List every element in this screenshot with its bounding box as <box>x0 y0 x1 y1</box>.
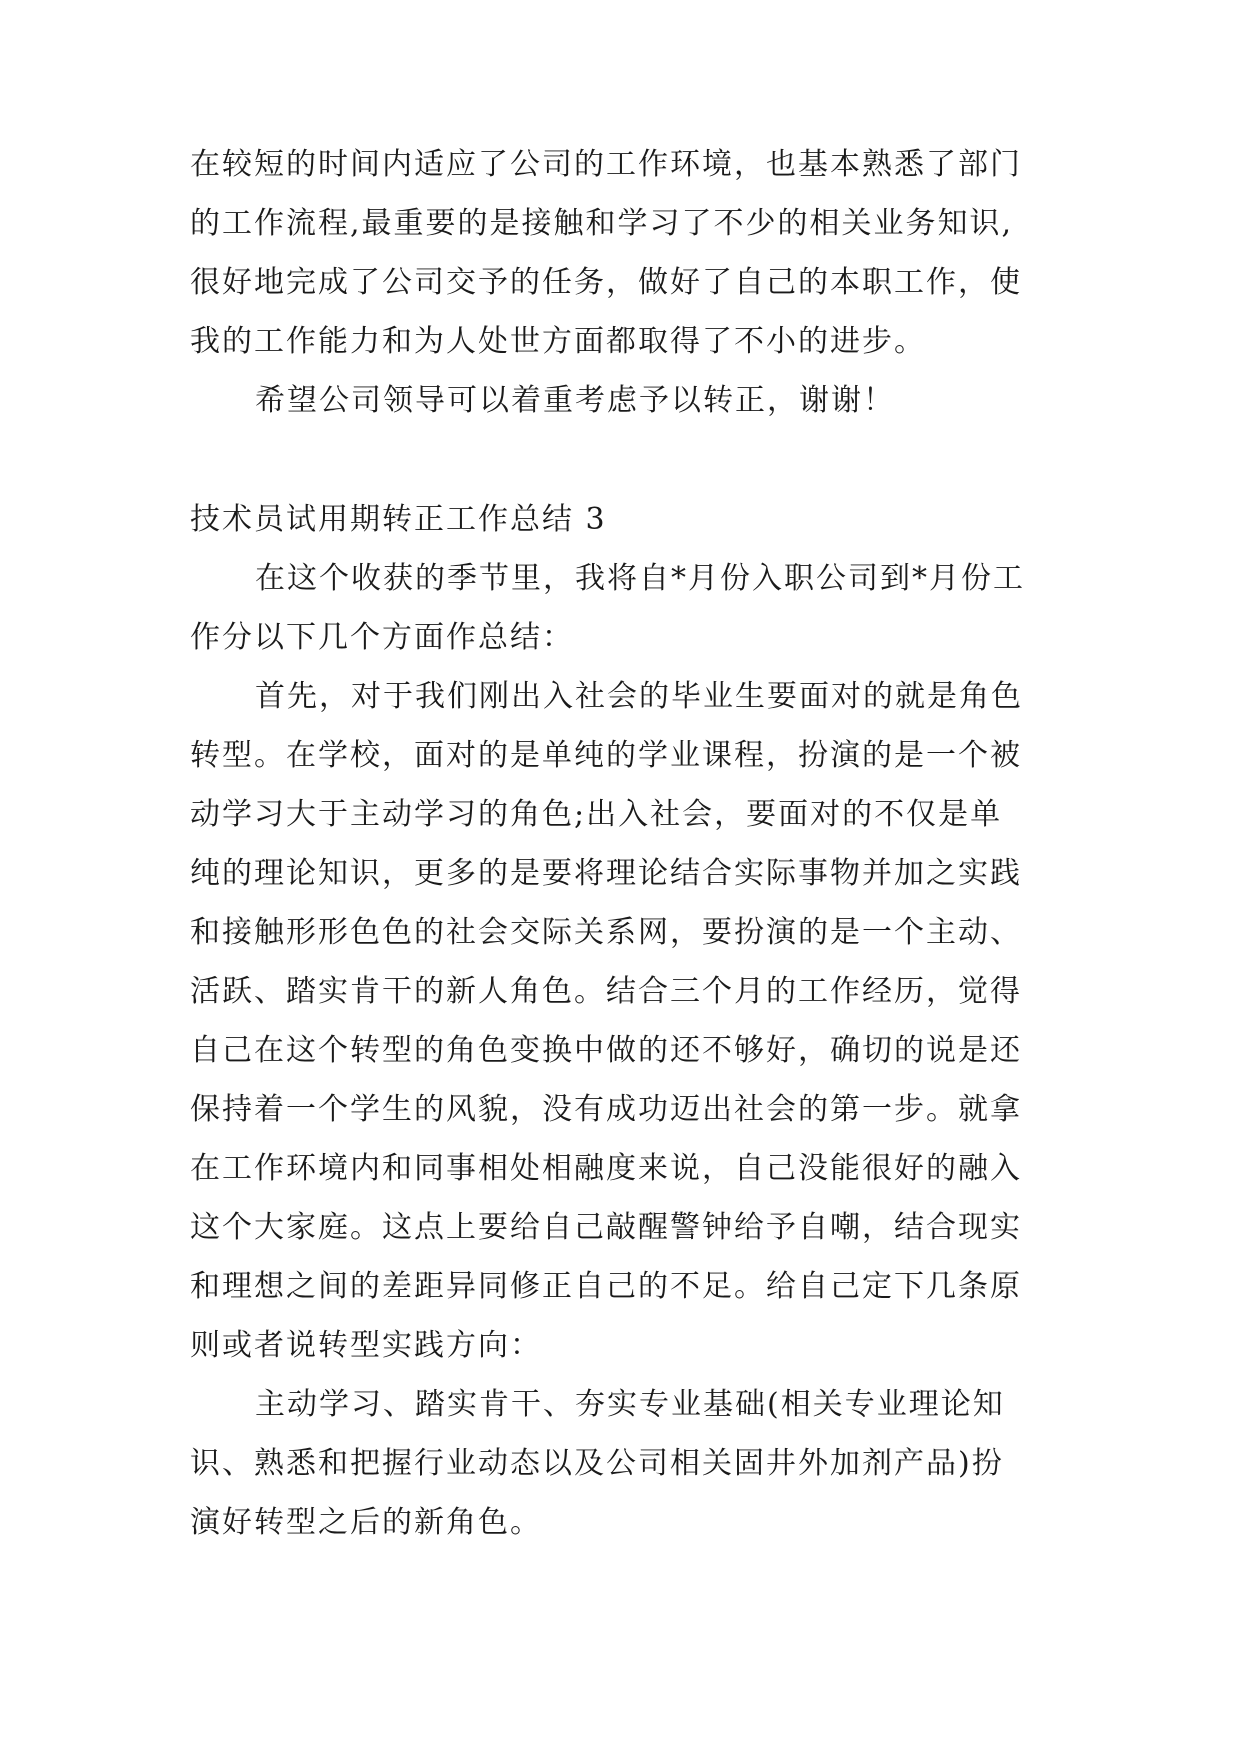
text-line: 在较短的时间内适应了公司的工作环境，也基本熟悉了部门 <box>190 147 1022 182</box>
text-line: 在这个收获的季节里，我将自*月份入职公司到*月份工 <box>255 561 1025 596</box>
text-line: 转型。在学校，面对的是单纯的学业课程，扮演的是一个被 <box>190 738 1022 773</box>
text-line: 自己在这个转型的角色变换中做的还不够好，确切的说是还 <box>190 1033 1022 1068</box>
text-line: 的工作流程,最重要的是接触和学习了不少的相关业务知识, <box>190 206 1014 241</box>
section-heading: 技术员试用期转正工作总结 3 <box>190 502 607 537</box>
text-line: 识、熟悉和把握行业动态以及公司相关固井外加剂产品)扮 <box>190 1446 1004 1481</box>
text-line: 保持着一个学生的风貌，没有成功迈出社会的第一步。就拿 <box>190 1092 1022 1127</box>
text-line: 作分以下几个方面作总结： <box>190 620 574 655</box>
text-line: 纯的理论知识，更多的是要将理论结合实际事物并加之实践 <box>190 856 1022 891</box>
text-line: 这个大家庭。这点上要给自己敲醒警钟给予自嘲，结合现实 <box>190 1210 1022 1245</box>
text-line: 首先，对于我们刚出入社会的毕业生要面对的就是角色 <box>255 679 1023 714</box>
text-line: 在工作环境内和同事相处相融度来说，自己没能很好的融入 <box>190 1151 1022 1186</box>
text-line: 和接触形形色色的社会交际关系网，要扮演的是一个主动、 <box>190 915 1022 950</box>
text-line: 我的工作能力和为人处世方面都取得了不小的进步。 <box>190 324 926 359</box>
text-line: 动学习大于主动学习的角色;出入社会，要面对的不仅是单 <box>190 797 1003 832</box>
text-line: 和理想之间的差距异同修正自己的不足。给自己定下几条原 <box>190 1269 1022 1304</box>
text-line: 希望公司领导可以着重考虑予以转正，谢谢！ <box>255 383 895 418</box>
text-line: 演好转型之后的新角色。 <box>190 1505 542 1540</box>
text-line: 活跃、踏实肯干的新人角色。结合三个月的工作经历，觉得 <box>190 974 1022 1009</box>
text-line: 很好地完成了公司交予的任务，做好了自己的本职工作，使 <box>190 265 1022 300</box>
text-line: 则或者说转型实践方向： <box>190 1328 542 1363</box>
text-line: 主动学习、踏实肯干、夯实专业基础(相关专业理论知 <box>255 1387 1005 1422</box>
